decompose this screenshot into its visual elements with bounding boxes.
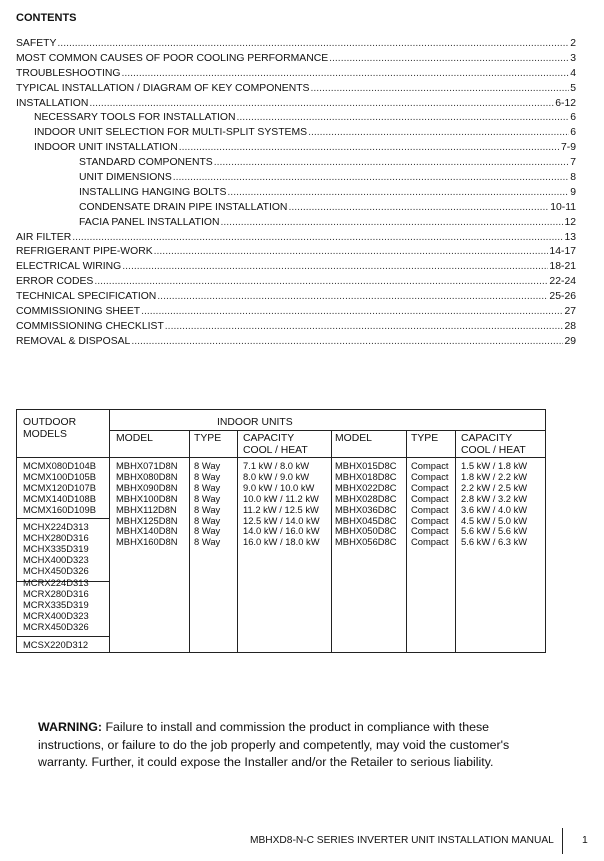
toc-leader-dots [237, 111, 570, 126]
toc-entry-page: 12 [564, 216, 576, 228]
outdoor-model: MCRX280D316 [23, 587, 89, 599]
toc-leader-dots [154, 245, 549, 260]
warning-label: WARNING: [38, 720, 103, 734]
outdoor-model: MCMX100D105B [23, 470, 96, 482]
toc-entry[interactable] [16, 335, 576, 350]
indoor-models-compact [335, 461, 396, 548]
toc-entry-label: AIR FILTER [16, 231, 72, 243]
toc-entry-page: 4 [570, 67, 576, 79]
toc-entry[interactable] [16, 111, 576, 126]
toc-leader-dots [122, 67, 570, 82]
outdoor-model: MCRX224D313 [23, 577, 89, 588]
toc-entry[interactable] [16, 82, 576, 97]
indoor-model: MBHX100D8N [116, 492, 178, 504]
toc-leader-dots [214, 156, 569, 171]
toc-leader-dots [89, 97, 554, 112]
toc-entry-label: ERROR CODES [16, 276, 94, 288]
toc-entry-label: TYPICAL INSTALLATION / DIAGRAM OF KEY COMPONENTS [16, 82, 310, 94]
outdoor-model: MCMX140D108B [23, 492, 96, 504]
indoor-model: MBHX071D8N [116, 460, 178, 471]
indoor-capacity: 1.5 kW / 1.8 kW [461, 460, 528, 471]
toc-entry-label: REFRIGERANT PIPE-WORK [16, 246, 153, 258]
indoor-model: MBHX160D8N [116, 536, 178, 548]
toc-entry-page: 22-24 [549, 276, 576, 288]
outdoor-group-mchx [23, 522, 89, 577]
toc-entry-label: TECHNICAL SPECIFICATION [16, 291, 157, 303]
toc-entry-page: 9 [570, 186, 576, 198]
toc-entry-label: COMMISSIONING CHECKLIST [16, 320, 164, 332]
outdoor-group-mcmx [23, 461, 96, 516]
toc-entry[interactable] [16, 67, 576, 82]
toc-entry-page: 7 [570, 157, 576, 169]
toc-leader-dots [72, 231, 563, 246]
toc-entry[interactable] [16, 201, 576, 216]
footer-divider [562, 828, 563, 854]
outdoor-model: MCMX160D109B [23, 503, 96, 515]
toc-entry-label: TROUBLESHOOTING [16, 67, 121, 79]
indoor-type: 8 Way [194, 470, 221, 482]
indoor-type: 8 Way [194, 460, 221, 471]
toc-leader-dots [221, 216, 564, 231]
toc-entry-label: COMMISSIONING SHEET [16, 306, 141, 318]
indoor-capacity: 7.1 kW / 8.0 kW [243, 460, 310, 471]
toc-entry-label: CONDENSATE DRAIN PIPE INSTALLATION [79, 201, 288, 213]
toc-entry-label: ELECTRICAL WIRING [16, 261, 122, 273]
indoor-capacity: 16.0 kW / 18.0 kW [243, 536, 320, 548]
toc-entry[interactable] [16, 260, 576, 275]
contents-title: CONTENTS [16, 12, 77, 24]
toc-leader-dots [329, 52, 569, 67]
toc-entry-page: 14-17 [549, 246, 576, 258]
toc-entry[interactable] [16, 126, 576, 141]
toc-entry-page: 18-21 [549, 261, 576, 273]
toc-leader-dots [311, 82, 570, 97]
toc-entry[interactable] [16, 320, 576, 335]
indoor-model: MBHX015D8C [335, 460, 397, 471]
outdoor-model: MCHX400D323 [23, 553, 89, 565]
toc-entry-page: 8 [570, 172, 576, 184]
type-header-a: TYPE [194, 433, 222, 444]
outdoor-model: MCRX450D326 [23, 620, 89, 632]
indoor-capacities-compact [461, 461, 527, 548]
toc-entry[interactable] [16, 141, 576, 156]
indoor-model: MBHX140D8N [116, 525, 178, 537]
toc-entry[interactable] [16, 245, 576, 260]
indoor-type: Compact [411, 492, 449, 504]
toc-entry-label: STANDARD COMPONENTS [79, 157, 213, 169]
indoor-model: MBHX080D8N [116, 470, 178, 482]
toc-entry-label: INDOOR UNIT SELECTION FOR MULTI-SPLIT SYSTEMS [34, 127, 308, 139]
toc-entry-page: 29 [564, 335, 576, 347]
toc-entry[interactable] [16, 156, 576, 171]
indoor-capacity: 2.2 kW / 2.5 kW [461, 481, 528, 493]
outdoor-model: MCHX280D316 [23, 531, 89, 543]
toc-entry[interactable] [16, 305, 576, 320]
toc-entry-label: NECESSARY TOOLS FOR INSTALLATION [34, 112, 236, 124]
indoor-capacity: 8.0 kW / 9.0 kW [243, 470, 310, 482]
toc-entry-label: MOST COMMON CAUSES OF POOR COOLING PERFORMANCE [16, 52, 329, 64]
indoor-capacity: 10.0 kW / 11.2 kW [243, 492, 319, 504]
toc-entry-page: 27 [564, 306, 576, 318]
toc-entry-page: 6 [570, 112, 576, 124]
outdoor-model: MCRX335D319 [23, 598, 89, 610]
warning-notice [38, 719, 538, 772]
toc-entry-page: 3 [570, 52, 576, 64]
toc-entry[interactable] [16, 97, 576, 112]
toc-entry[interactable] [16, 275, 576, 290]
indoor-type: Compact [411, 514, 449, 526]
toc-leader-dots [94, 275, 548, 290]
indoor-model: MBHX036D8C [335, 503, 397, 515]
outdoor-model: MCMX120D107B [23, 481, 96, 493]
indoor-type: Compact [411, 460, 449, 471]
toc-leader-dots [173, 171, 569, 186]
model-header-b: MODEL [335, 433, 372, 444]
toc-entry-label: REMOVAL & DISPOSAL [16, 335, 131, 347]
indoor-type: 8 Way [194, 481, 221, 493]
toc-leader-dots [227, 186, 569, 201]
table-of-contents [16, 37, 576, 350]
toc-entry[interactable] [16, 231, 576, 246]
indoor-capacity: 3.6 kW / 4.0 kW [461, 503, 528, 515]
outdoor-model: MCHX450D326 [23, 564, 89, 576]
indoor-type: 8 Way [194, 492, 221, 504]
warning-text: Failure to install and commission the product in compliance with these instructions, or failure to do the job properly and competently, may void the customer's warranty. Further, it could expose the Installer and/or the Retailer to serious liability. [38, 720, 510, 769]
toc-leader-dots [122, 260, 548, 275]
indoor-units-header: INDOOR UNITS [217, 417, 293, 428]
toc-entry-page: 13 [564, 231, 576, 243]
toc-leader-dots [131, 335, 563, 350]
outdoor-model: MCRX400D323 [23, 609, 89, 621]
indoor-capacity: 5.6 kW / 6.3 kW [461, 536, 528, 548]
indoor-model: MBHX050D8C [335, 525, 397, 537]
toc-entry-label: INDOOR UNIT INSTALLATION [34, 142, 178, 154]
toc-entry-page: 6 [570, 127, 576, 139]
indoor-type: Compact [411, 503, 449, 515]
model-header-a: MODEL [116, 433, 153, 444]
indoor-model: MBHX045D8C [335, 514, 397, 526]
indoor-model: MBHX125D8N [116, 514, 178, 526]
indoor-capacity: 2.8 kW / 3.2 kW [461, 492, 528, 504]
toc-leader-dots [308, 126, 569, 141]
toc-entry-page: 25-26 [549, 291, 576, 303]
indoor-type: 8 Way [194, 514, 221, 526]
toc-entry-page: 28 [564, 320, 576, 332]
toc-leader-dots [157, 290, 548, 305]
toc-entry-label: INSTALLING HANGING BOLTS [79, 186, 227, 198]
outdoor-model: MCMX080D104B [23, 460, 96, 471]
toc-leader-dots [165, 320, 564, 335]
footer-manual-title: MBHXD8-N-C SERIES INVERTER UNIT INSTALLATION MANUAL [250, 835, 554, 846]
toc-entry[interactable] [16, 186, 576, 201]
indoor-type: Compact [411, 525, 449, 537]
indoor-capacity: 1.8 kW / 2.2 kW [461, 470, 528, 482]
indoor-capacity: 9.0 kW / 10.0 kW [243, 481, 315, 493]
toc-entry[interactable] [16, 37, 576, 52]
toc-entry[interactable] [16, 290, 576, 305]
page-number: 1 [582, 835, 588, 846]
indoor-type: Compact [411, 481, 449, 493]
toc-entry[interactable] [16, 52, 576, 67]
toc-leader-dots [57, 37, 569, 52]
outdoor-group-mcsx [23, 640, 88, 651]
indoor-model: MBHX028D8C [335, 492, 397, 504]
indoor-model: MBHX018D8C [335, 470, 397, 482]
toc-entry[interactable] [16, 216, 576, 231]
indoor-type: 8 Way [194, 525, 221, 537]
indoor-type: Compact [411, 470, 449, 482]
toc-entry-page: 2 [570, 38, 576, 49]
indoor-capacity: 11.2 kW / 12.5 kW [243, 503, 319, 515]
models-table [16, 409, 546, 653]
outdoor-models-header: OUTDOOR MODELS [23, 417, 77, 440]
toc-entry-label: SAFETY [16, 38, 57, 49]
indoor-models-8way [116, 461, 177, 548]
indoor-model: MBHX056D8C [335, 536, 397, 548]
indoor-type: 8 Way [194, 503, 221, 515]
capacity-header-b: CAPACITY COOL / HEAT [461, 433, 526, 456]
toc-entry-page: 6-12 [555, 97, 576, 109]
indoor-type: 8 Way [194, 536, 221, 548]
indoor-model: MBHX022D8C [335, 481, 397, 493]
capacity-header-a: CAPACITY COOL / HEAT [243, 433, 308, 456]
indoor-types-compact [411, 461, 449, 548]
type-header-b: TYPE [411, 433, 439, 444]
outdoor-group-mcrx [23, 578, 89, 633]
toc-leader-dots [141, 305, 563, 320]
indoor-model: MBHX112D8N [116, 503, 177, 515]
indoor-model: MBHX090D8N [116, 481, 178, 493]
toc-leader-dots [288, 201, 549, 216]
toc-entry-label: INSTALLATION [16, 97, 89, 109]
toc-entry-label: UNIT DIMENSIONS [79, 172, 172, 184]
indoor-types-8way [194, 461, 220, 548]
indoor-type: Compact [411, 536, 449, 548]
toc-entry-page: 5 [570, 82, 576, 94]
indoor-capacity: 14.0 kW / 16.0 kW [243, 525, 320, 537]
indoor-capacity: 5.6 kW / 5.6 kW [461, 525, 528, 537]
toc-leader-dots [179, 141, 560, 156]
outdoor-model: MCSX220D312 [23, 639, 89, 650]
outdoor-model: MCHX224D313 [23, 521, 89, 532]
toc-entry[interactable] [16, 171, 576, 186]
indoor-capacity: 4.5 kW / 5.0 kW [461, 514, 528, 526]
toc-entry-page: 10-11 [550, 201, 576, 213]
indoor-capacities-8way [243, 461, 320, 548]
indoor-capacity: 12.5 kW / 14.0 kW [243, 514, 320, 526]
toc-entry-label: FACIA PANEL INSTALLATION [79, 216, 220, 228]
toc-entry-page: 7-9 [560, 142, 576, 154]
outdoor-model: MCHX335D319 [23, 542, 89, 554]
